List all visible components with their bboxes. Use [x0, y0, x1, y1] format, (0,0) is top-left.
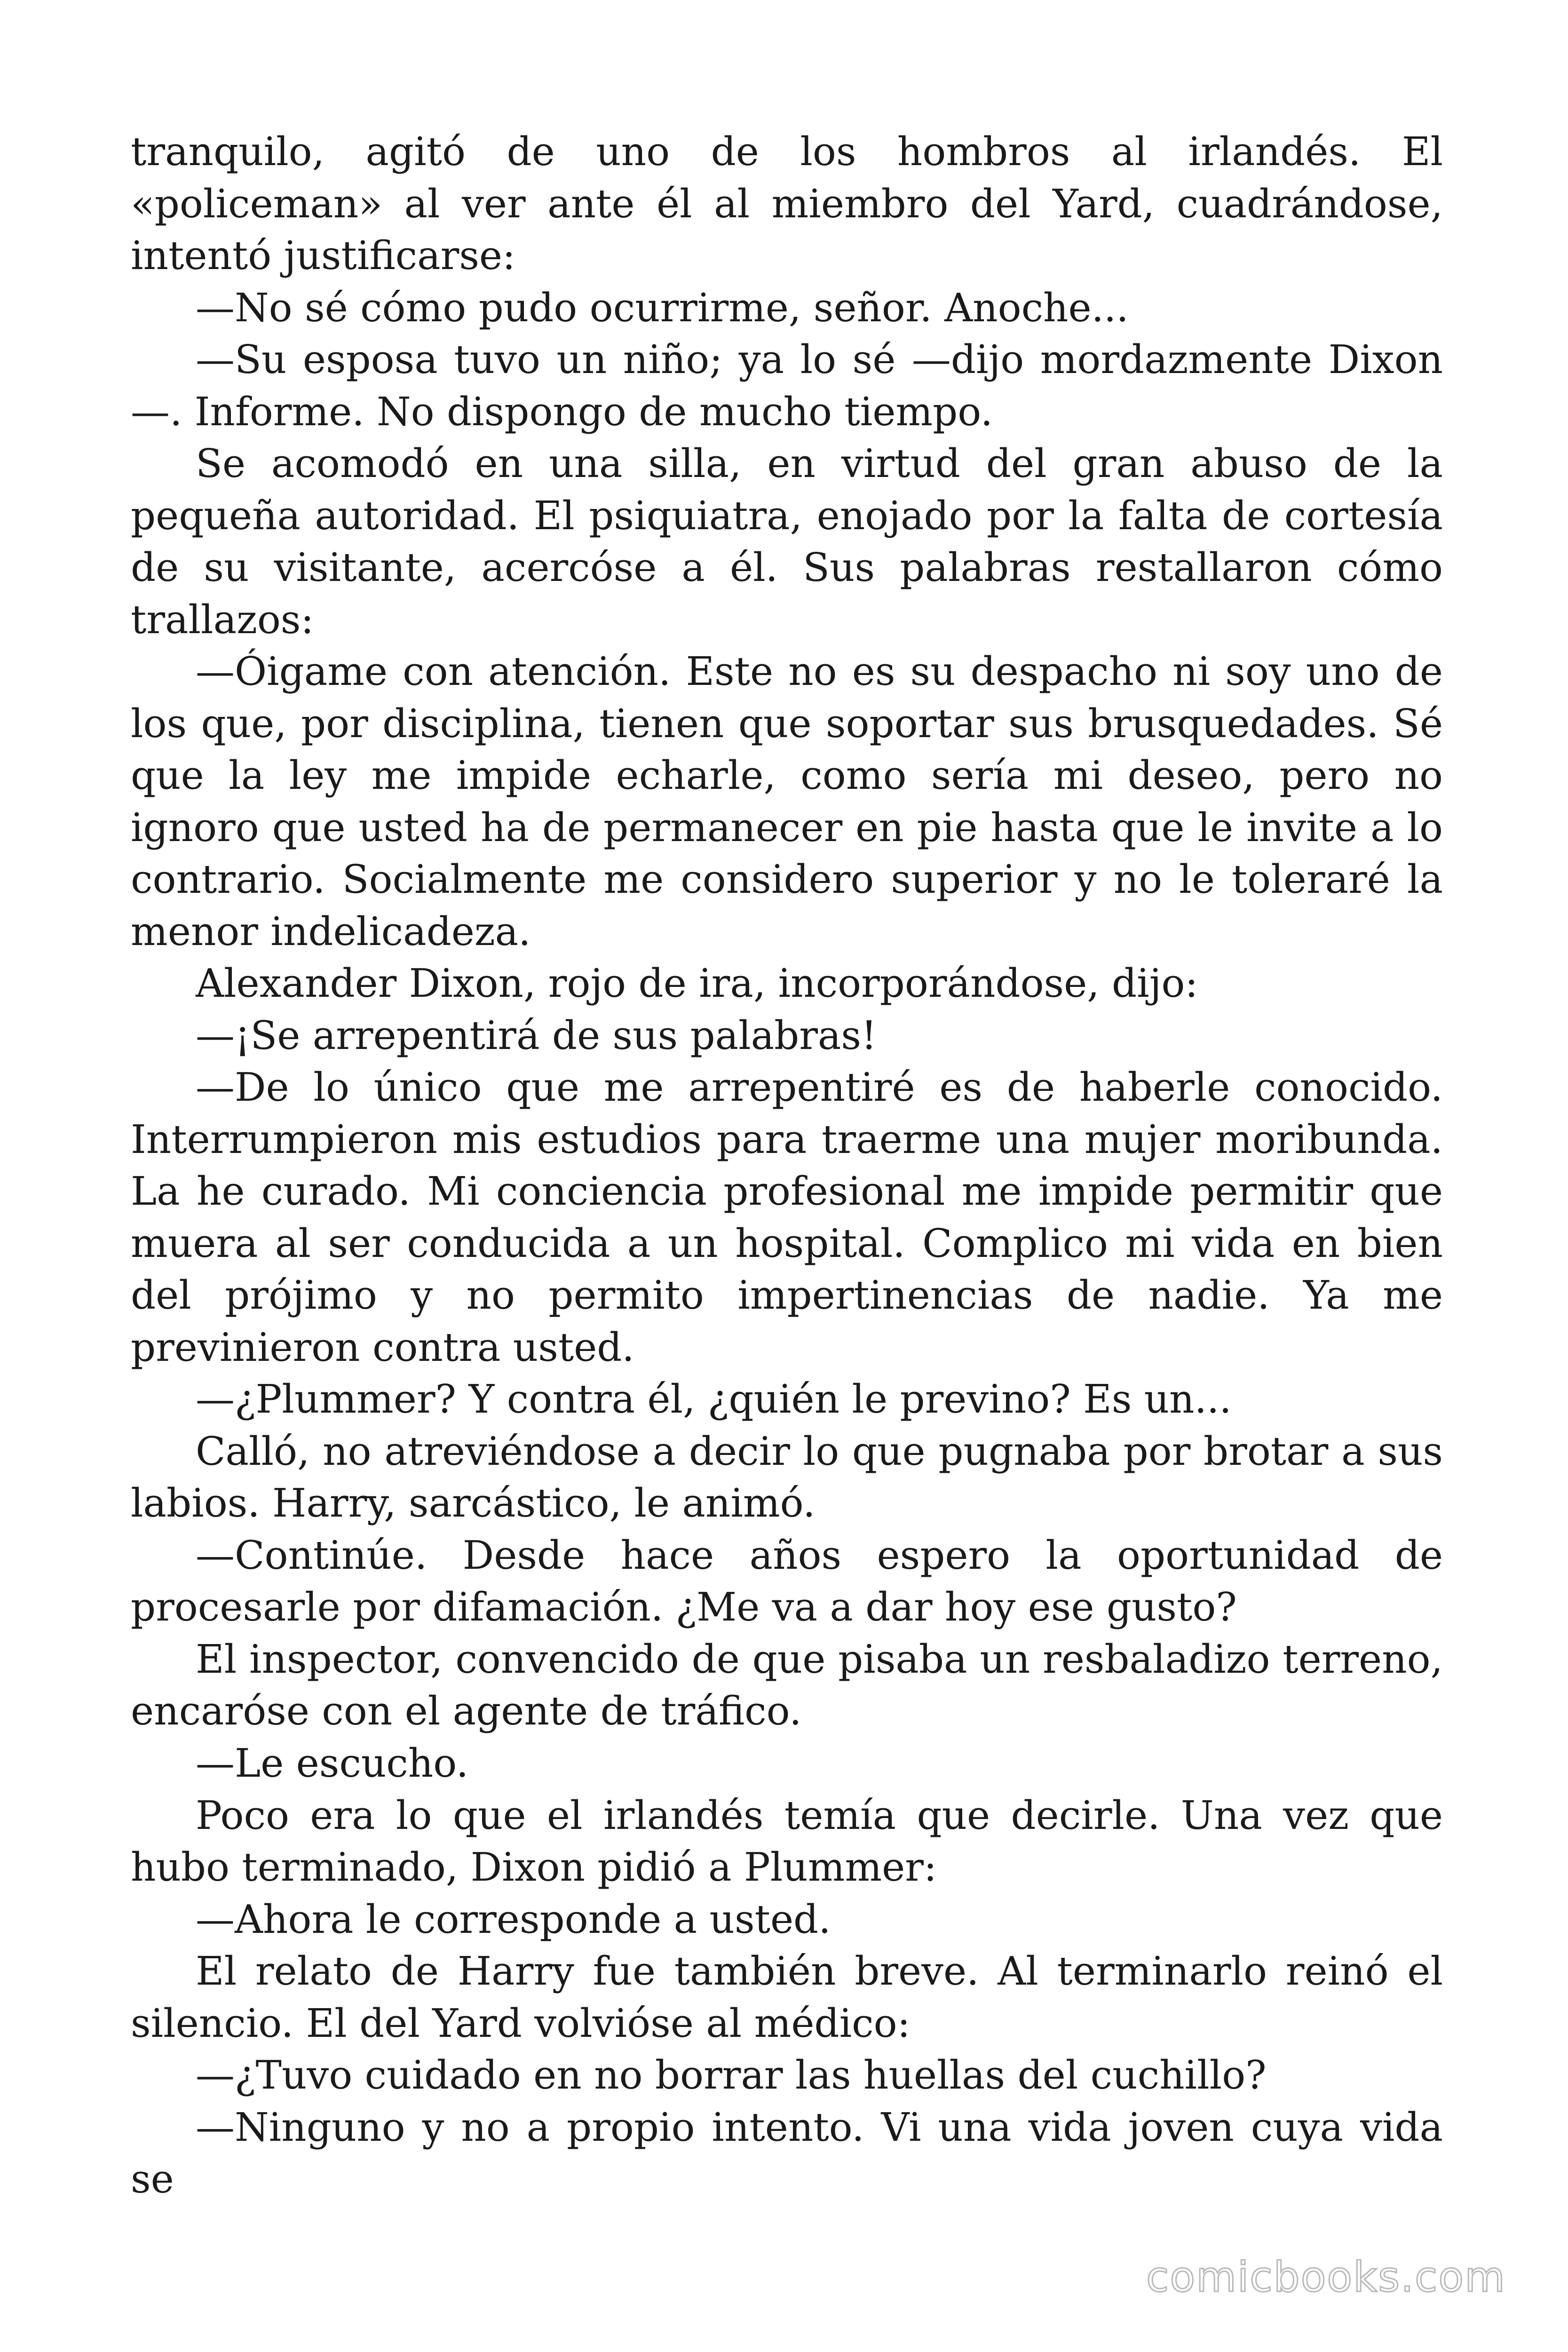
paragraph: —De lo único que me arrepentiré es de haberle conocido. Interrumpieron mis estudios para traerme una mujer moribunda. La he curado. Mi conciencia profesional me impide permitir que muera al ser conducida a un hospital. Complico mi vida en bien del prójimo y no permito impertinencias de nadie. Ya me previnieron contra usted.: [131, 1065, 1443, 1370]
watermark-logo: comicbooks.com: [1146, 2253, 1506, 2301]
paragraph: —Ahora le corresponde a usted.: [196, 1896, 831, 1942]
paragraph: —Continúe. Desde hace años espero la oportunidad de procesarle por difamación. ¿Me va a dar hoy ese gusto?: [131, 1532, 1443, 1630]
paragraph: —No sé cómo pudo ocurrirme, señor. Anoche...: [196, 285, 1129, 331]
paragraph: —¡Se arrepentirá de sus palabras!: [196, 1012, 877, 1058]
paragraph: Alexander Dixon, rojo de ira, incorporándose, dijo:: [196, 961, 1198, 1007]
paragraph: —Ninguno y no a propio intento. Vi una vida joven cuya vida se: [131, 2104, 1443, 2202]
paragraph: tranquilo, agitó de uno de los hombros al irlandés. El «policeman» al ver ante él al miembro del Yard, cuadrándose, intentó justificarse:: [131, 129, 1443, 279]
page-body: [131, 126, 1443, 2210]
paragraph: Calló, no atreviéndose a decir lo que pugnaba por brotar a sus labios. Harry, sarcástico, le animó.: [131, 1428, 1443, 1526]
paragraph: El inspector, convencido de que pisaba un resbaladizo terreno, encaróse con el agente de tráfico.: [131, 1636, 1443, 1734]
paragraph: —Óigame con atención. Este no es su despacho ni soy uno de los que, por disciplina, tienen que soportar sus brusquedades. Sé que la ley me impide echarle, como sería mi deseo, pero no ignoro que usted ha de permanecer en pie hasta que le invite a lo contrario. Socialmente me considero superior y no le toleraré la menor indelicadeza.: [131, 649, 1443, 954]
text-block: [131, 126, 1443, 2206]
paragraph: —Su esposa tuvo un niño; ya lo sé —dijo mordazmente Dixon—. Informe. No dispongo de mucho tiempo.: [131, 337, 1443, 435]
paragraph: Se acomodó en una silla, en virtud del gran abuso de la pequeña autoridad. El psiquiatra, enojado por la falta de cortesía de su visitante, acercóse a él. Sus palabras restallaron cómo trallazos:: [131, 441, 1443, 643]
paragraph: —¿Tuvo cuidado en no borrar las huellas del cuchillo?: [196, 2052, 1267, 2098]
paragraph: —Le escucho.: [196, 1740, 469, 1786]
paragraph: Poco era lo que el irlandés temía que decirle. Una vez que hubo terminado, Dixon pidió a Plummer:: [131, 1792, 1443, 1891]
paragraph: El relato de Harry fue también breve. Al terminarlo reinó el silencio. El del Yard volvióse al médico:: [131, 1948, 1443, 2046]
paragraph: —¿Plummer? Y contra él, ¿quién le previno? Es un...: [196, 1376, 1232, 1422]
